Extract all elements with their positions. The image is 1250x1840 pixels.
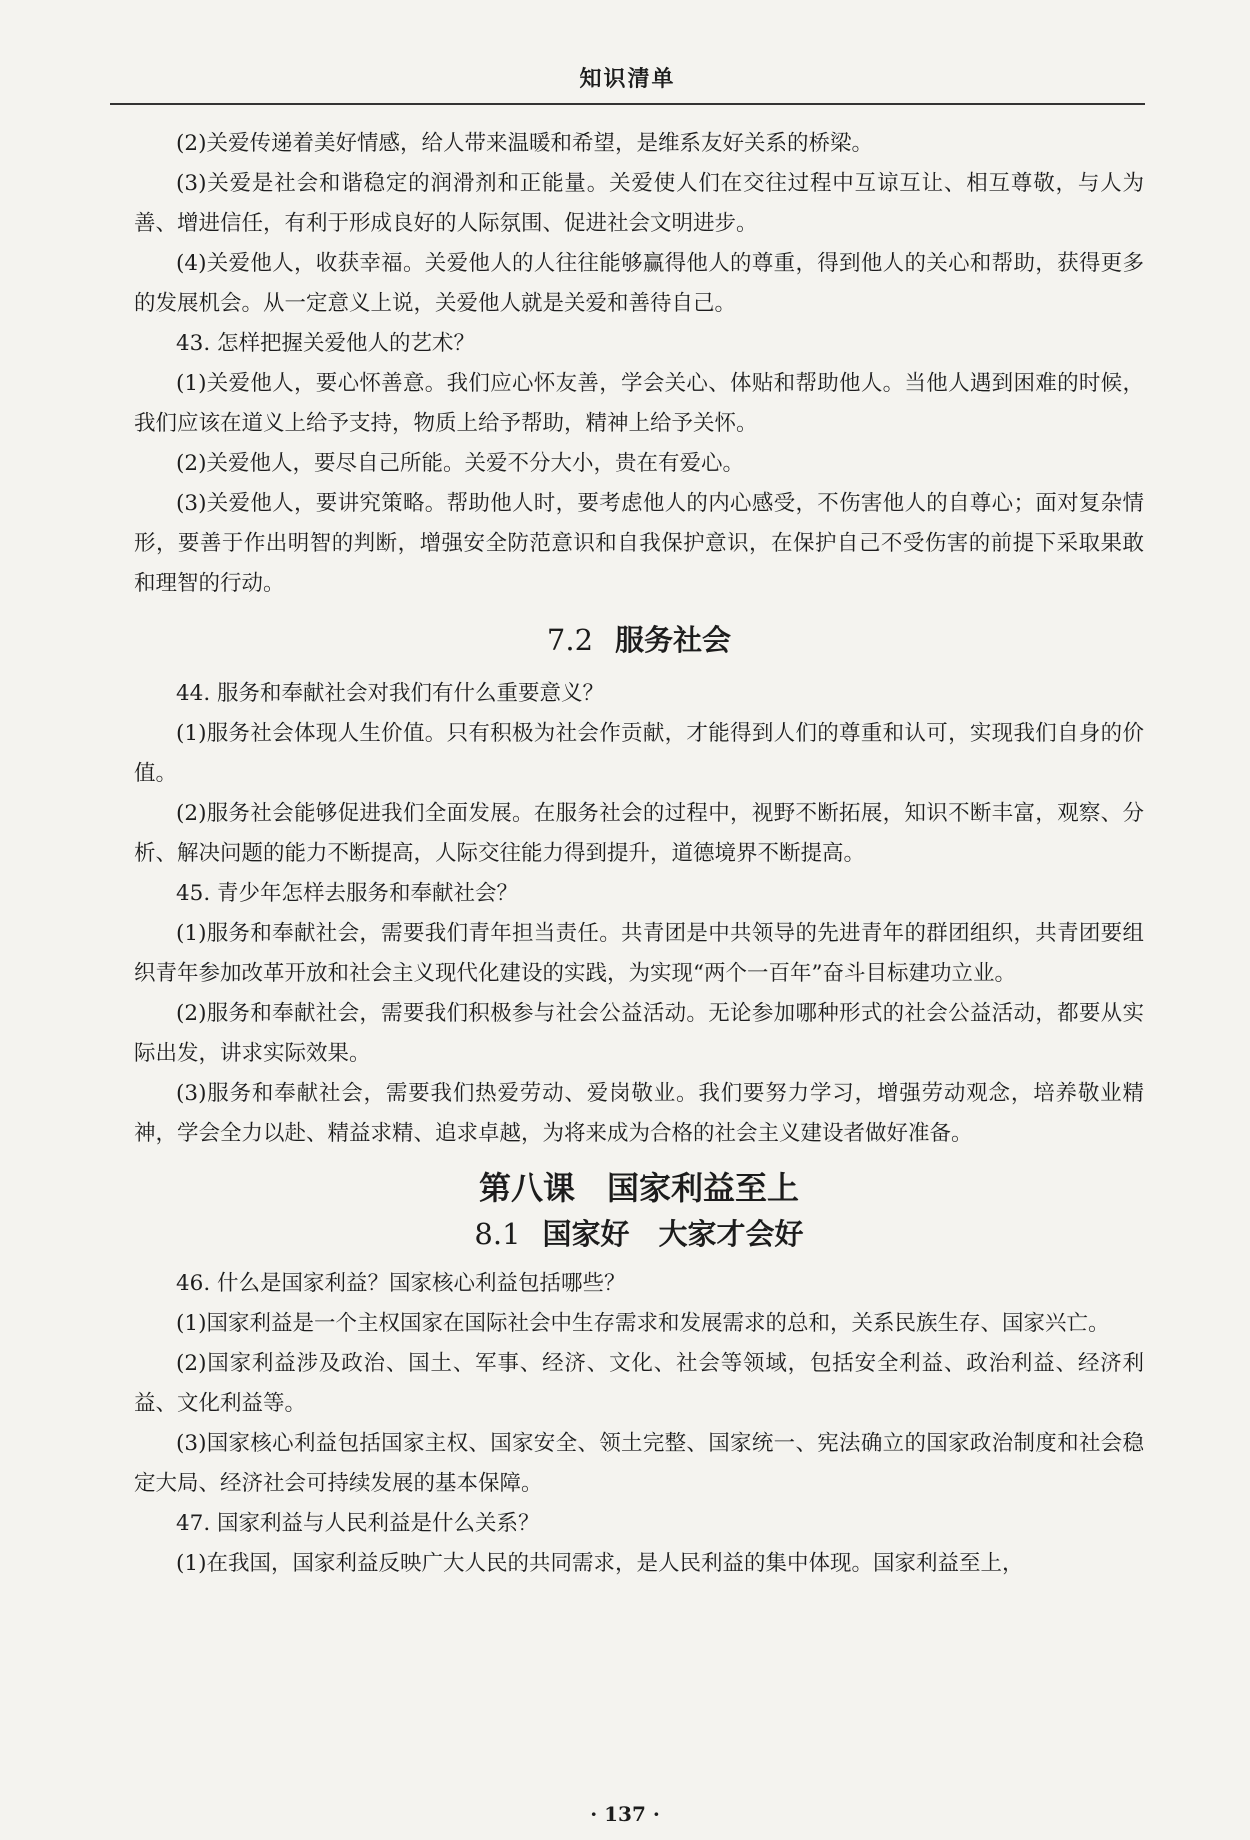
paragraph: (1)国家利益是一个主权国家在国际社会中生存需求和发展需求的总和，关系民族生存、国家兴亡。 [176, 1311, 1110, 1336]
question-44: 44. 服务和奉献社会对我们有什么重要意义？ [176, 681, 605, 706]
paragraph: (3)服务和奉献社会，需要我们热爱劳动、爱岗敬业。我们要努力学习，增强劳动观念，培养敬业精神，学会全力以赴、精益求精、追求卓越，为将来成为合格的社会主义建设者做好准备。 [134, 1081, 1144, 1146]
page-header-title: 知识清单 [579, 67, 676, 92]
paragraph: (3)关爱他人，要讲究策略。帮助他人时，要考虑他人的内心感受，不伤害他人的自尊心；面对复杂情形，要善于作出明智的判断，增强安全防范意识和自我保护意识，在保护自己不受伤害的前提下采取果敢和理智的行动。 [134, 491, 1144, 596]
paragraph: (1)服务社会体现人生价值。只有积极为社会作贡献，才能得到人们的尊重和认可，实现我们自身的价值。 [134, 721, 1144, 786]
paragraph: (3)关爱是社会和谐稳定的润滑剂和正能量。关爱使人们在交往过程中互谅互让、相互尊敬，与人为善、增进信任，有利于形成良好的人际氛围、促进社会文明进步。 [134, 171, 1144, 236]
paragraph: (1)服务和奉献社会，需要我们青年担当责任。共青团是中共领导的先进青年的群团组织，共青团要组织青年参加改革开放和社会主义现代化建设的实践，为实现“两个一百年”奋斗目标建功立业。 [134, 921, 1144, 986]
question-47: 47. 国家利益与人民利益是什么关系？ [176, 1511, 540, 1536]
section-title: 国家好 大家才会好 [542, 1217, 804, 1251]
chapter-heading-8: 第八课 国家利益至上 [478, 1169, 799, 1207]
paragraph: (2)服务社会能够促进我们全面发展。在服务社会的过程中，视野不断拓展，知识不断丰富，观察、分析、解决问题的能力不断提高，人际交往能力得到提升，道德境界不断提高。 [134, 801, 1144, 866]
paragraph: (2)国家利益涉及政治、国土、军事、经济、文化、社会等领域，包括安全利益、政治利益、经济利益、文化利益等。 [134, 1351, 1144, 1416]
page-content [134, 124, 1144, 1584]
page-number: · 137 · [590, 1802, 660, 1826]
section-title: 服务社会 [615, 623, 732, 657]
section-heading-7-2 [134, 620, 1144, 660]
section-number: 7.2 [546, 623, 594, 657]
question-46: 46. 什么是国家利益？国家核心利益包括哪些？ [176, 1271, 626, 1296]
paragraph: (2)关爱传递着美好情感，给人带来温暖和希望，是维系友好关系的桥梁。 [176, 131, 873, 156]
question-43: 43. 怎样把握关爱他人的艺术？ [176, 331, 476, 356]
paragraph: (4)关爱他人，收获幸福。关爱他人的人往往能够赢得他人的尊重，得到他人的关心和帮助，获得更多的发展机会。从一定意义上说，关爱他人就是关爱和善待自己。 [134, 251, 1144, 316]
header-divider [110, 103, 1145, 105]
paragraph: (1)在我国，国家利益反映广大人民的共同需求，是人民利益的集中体现。国家利益至上， [176, 1551, 1024, 1576]
paragraph: (3)国家核心利益包括国家主权、国家安全、领土完整、国家统一、宪法确立的国家政治制度和社会稳定大局、经济社会可持续发展的基本保障。 [134, 1431, 1144, 1496]
paragraph: (1)关爱他人，要心怀善意。我们应心怀友善，学会关心、体贴和帮助他人。当他人遇到困难的时候，我们应该在道义上给予支持，物质上给予帮助，精神上给予关怀。 [134, 371, 1144, 436]
paragraph: (2)服务和奉献社会，需要我们积极参与社会公益活动。无论参加哪种形式的社会公益活动，都要从实际出发，讲求实际效果。 [134, 1001, 1144, 1066]
question-45: 45. 青少年怎样去服务和奉献社会？ [176, 881, 519, 906]
paragraph: (2)关爱他人，要尽自己所能。关爱不分大小，贵在有爱心。 [176, 451, 744, 476]
section-number: 8.1 [474, 1217, 521, 1251]
section-heading-8-1 [134, 1214, 1144, 1254]
